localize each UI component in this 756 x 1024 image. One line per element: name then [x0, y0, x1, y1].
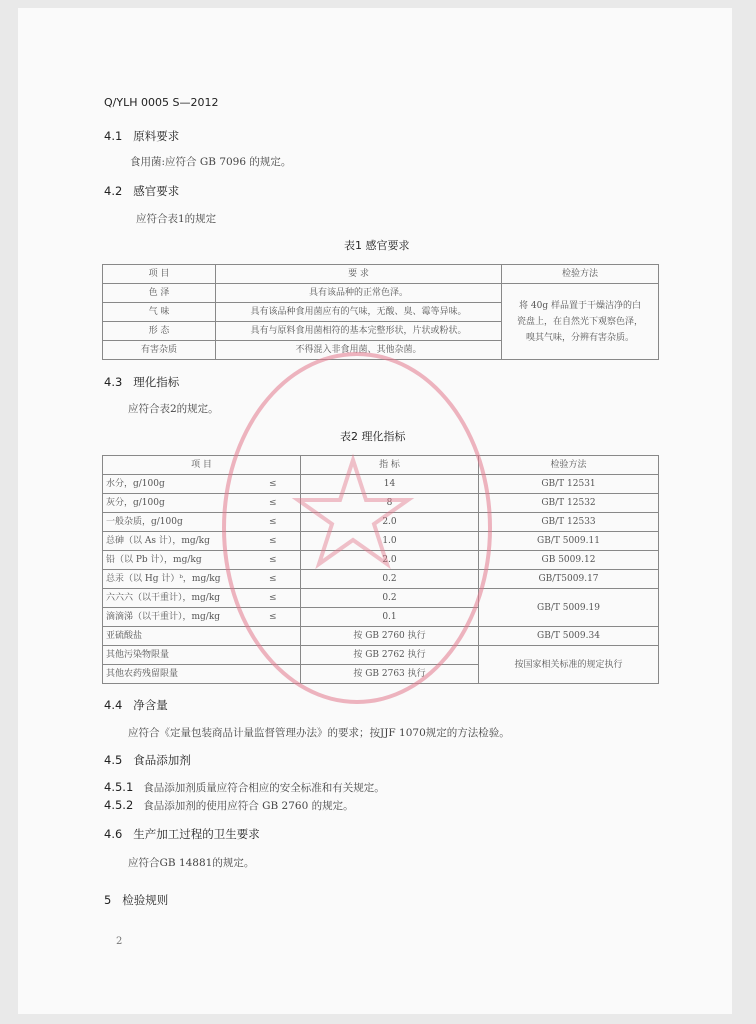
section-title: 检验规则: [122, 893, 169, 907]
section-4-4-heading: [104, 697, 168, 713]
table-cell-method: GB/T 5009.19: [479, 589, 659, 627]
table-cell-item: 铅（以 Pb 计），mg/kg: [103, 551, 246, 570]
table-cell-operator: ≤: [246, 589, 301, 608]
section-number: 5: [104, 893, 112, 907]
table-cell-item: 气 味: [103, 303, 216, 322]
table-cell-item: 亚硫酸盐: [103, 627, 301, 646]
table-cell-operator: ≤: [246, 494, 301, 513]
table-cell-method: GB 5009.12: [479, 551, 659, 570]
section-number: 4.3: [104, 375, 123, 389]
method-line: 将 40g 样品置于干燥洁净的白: [519, 300, 641, 311]
table-cell-item: 一般杂质，g/100g: [103, 513, 246, 532]
table-cell-item: 六六六（以干重计），mg/kg: [103, 589, 246, 608]
table-cell-value: 2.0: [301, 513, 479, 532]
clause-text: 食品添加剂质量应符合相应的安全标准和有关规定。: [143, 782, 385, 794]
section-4-2-text: 应符合表1的规定: [136, 213, 217, 225]
table-cell-method: 按国家相关标准的规定执行: [479, 646, 659, 684]
clause-4-5-1: [104, 780, 385, 795]
section-4-6-heading: [104, 826, 260, 842]
table-cell-item: 形 态: [103, 322, 216, 341]
section-number: 4.4: [104, 698, 123, 712]
table-row: [103, 284, 659, 303]
table-cell-item: 其他污染物限量: [103, 646, 301, 665]
table1-sensory: [102, 264, 659, 360]
clause-4-5-2: [104, 798, 354, 813]
section-title: 食品添加剂: [133, 753, 191, 767]
table-cell-value: 按 GB 2763 执行: [301, 665, 479, 684]
method-line: 瓷盘上，在自然光下观察色泽，: [516, 316, 643, 327]
table-cell-method: GB/T 5009.34: [479, 627, 659, 646]
table-cell-operator: ≤: [246, 551, 301, 570]
table-cell-operator: ≤: [246, 532, 301, 551]
table2-caption: 表2 理化指标: [340, 430, 406, 443]
section-title: 理化指标: [133, 375, 180, 389]
section-title: 净含量: [133, 698, 168, 712]
section-4-5-heading: [104, 752, 191, 768]
table-header-cell: 检验方法: [479, 456, 659, 475]
section-number: 4.6: [104, 827, 123, 841]
table-cell-value: 按 GB 2760 执行: [301, 627, 479, 646]
table-cell-item: 总汞（以 Hg 计）ᵇ，mg/kg: [103, 570, 246, 589]
table-cell-operator: ≤: [246, 513, 301, 532]
table1-caption: 表1 感官要求: [344, 239, 410, 252]
table-cell-value: 2.0: [301, 551, 479, 570]
table-cell-method: GB/T5009.17: [479, 570, 659, 589]
table-cell-value: 按 GB 2762 执行: [301, 646, 479, 665]
table-cell-method: GB/T 12532: [479, 494, 659, 513]
section-4-3-heading: [104, 374, 179, 390]
section-4-1-heading: [104, 128, 179, 144]
table-cell-value: 0.2: [301, 570, 479, 589]
section-title: 感官要求: [133, 184, 180, 198]
table-cell-requirement: 具有该品种食用菌应有的气味，无酸、臭、霉等异味。: [216, 303, 502, 322]
clause-text: 食品添加剂的使用应符合 GB 2760 的规定。: [143, 800, 354, 812]
section-5-heading: [104, 892, 168, 908]
section-number: 4.2: [104, 184, 123, 198]
table-header-cell: 指 标: [301, 456, 479, 475]
table-cell-value: 8: [301, 494, 479, 513]
table-header-row: [103, 265, 659, 284]
table-cell-method: GB/T 12531: [479, 475, 659, 494]
section-4-4-text: 应符合《定量包装商品计量监督管理办法》的要求；按JJF 1070规定的方法检验。: [128, 727, 510, 739]
table-cell-item: 其他农药残留限量: [103, 665, 301, 684]
page-number: 2: [116, 936, 123, 947]
table-cell-value: 14: [301, 475, 479, 494]
section-4-1-text: 食用菌:应符合 GB 7096 的规定。: [130, 156, 292, 168]
seal-star-icon: [278, 440, 428, 590]
method-line: 嗅其气味，分辨有害杂质。: [525, 332, 634, 343]
table-cell-item: 滴滴涕（以干重计），mg/kg: [103, 608, 246, 627]
section-4-2-heading: [104, 183, 179, 199]
table-cell-operator: ≤: [246, 570, 301, 589]
table-cell-method: [502, 284, 659, 360]
table-header-cell: 要 求: [216, 265, 502, 284]
table-cell-operator: ≤: [246, 608, 301, 627]
table-cell-value: 0.2: [301, 589, 479, 608]
doc-code: Q/YLH 0005 S—2012: [104, 96, 219, 109]
table-cell-method: GB/T 5009.11: [479, 532, 659, 551]
table-cell-value: 0.1: [301, 608, 479, 627]
table-cell-requirement: 具有与原料食用菌相符的基本完整形状，片状或粉状。: [216, 322, 502, 341]
table-cell-operator: ≤: [246, 475, 301, 494]
table-cell-requirement: 不得混入非食用菌、其他杂菌。: [216, 341, 502, 360]
table-cell-item: 灰分，g/100g: [103, 494, 246, 513]
section-title: 生产加工过程的卫生要求: [133, 827, 260, 841]
table-cell-item: 总砷（以 As 计），mg/kg: [103, 532, 246, 551]
table-header-cell: 项 目: [103, 265, 216, 284]
section-number: 4.1: [104, 129, 123, 143]
table-header-cell: 检验方法: [502, 265, 659, 284]
clause-number: 4.5.1: [104, 780, 134, 794]
section-title: 原料要求: [133, 129, 180, 143]
section-number: 4.5: [104, 753, 123, 767]
section-4-3-text: 应符合表2的规定。: [128, 403, 219, 415]
table-cell-requirement: 具有该品种的正常色泽。: [216, 284, 502, 303]
section-4-6-text: 应符合GB 14881的规定。: [128, 857, 255, 869]
table-cell-item: 水分，g/100g: [103, 475, 246, 494]
clause-number: 4.5.2: [104, 798, 134, 812]
table-cell-method: GB/T 12533: [479, 513, 659, 532]
table-cell-value: 1.0: [301, 532, 479, 551]
table-cell-item: 有害杂质: [103, 341, 216, 360]
table-header-cell: 项 目: [103, 456, 301, 475]
table-cell-item: 色 泽: [103, 284, 216, 303]
